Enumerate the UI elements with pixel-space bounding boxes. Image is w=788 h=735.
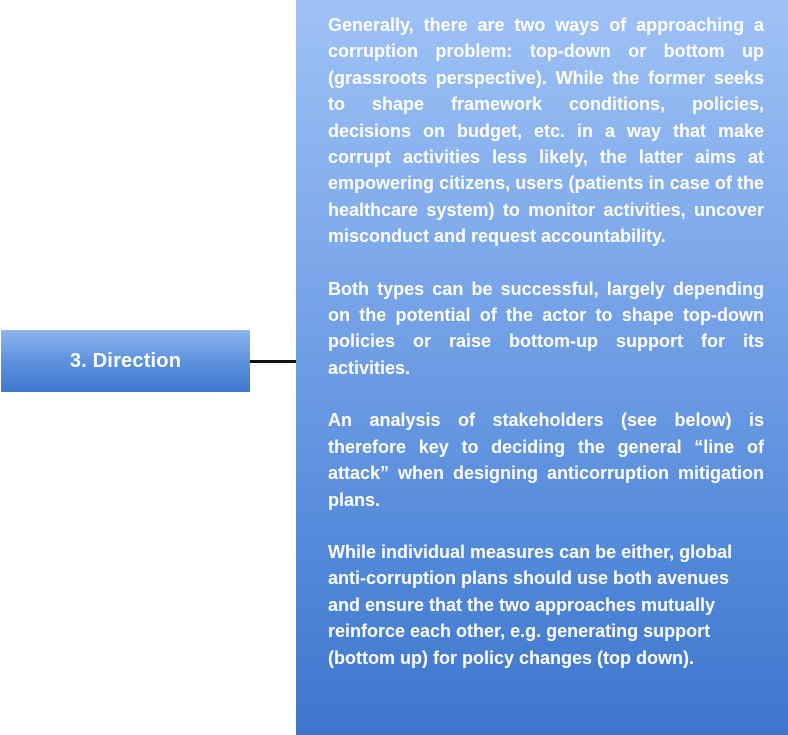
paragraph-global-plans: While individual measures can be either, global anti-corruption plans should use both avenues and ensure that the two approaches mutually reinforce each other, e.g. generating support (bottom up) for policy changes (top down). xyxy=(328,541,733,668)
description-panel xyxy=(296,0,788,735)
direction-label: 3. Direction xyxy=(69,349,182,372)
paragraph-success: Both types can be successful, largely depending on the potential of the actor to shape top-down policies or raise bottom-up support for its activities. xyxy=(328,278,764,378)
connector-line xyxy=(250,360,296,363)
paragraph-approaches: Generally, there are two ways of approaching a corruption problem: top-down or bottom up (grassroots perspective). While the former seeks to shape framework conditions, policies, decisions on budget, etc. in a way that make corrupt activities less likely, the latter aims at empowering citizens, users (patients in case of the healthcare system) to monitor activities, uncover misconduct and request accountability. xyxy=(328,15,764,247)
direction-label-box xyxy=(1,330,250,392)
paragraph-stakeholders: An analysis of stakeholders (see below) is therefore key to deciding the general “line of attack” when designing anticorruption mitigation plans. xyxy=(328,410,764,510)
